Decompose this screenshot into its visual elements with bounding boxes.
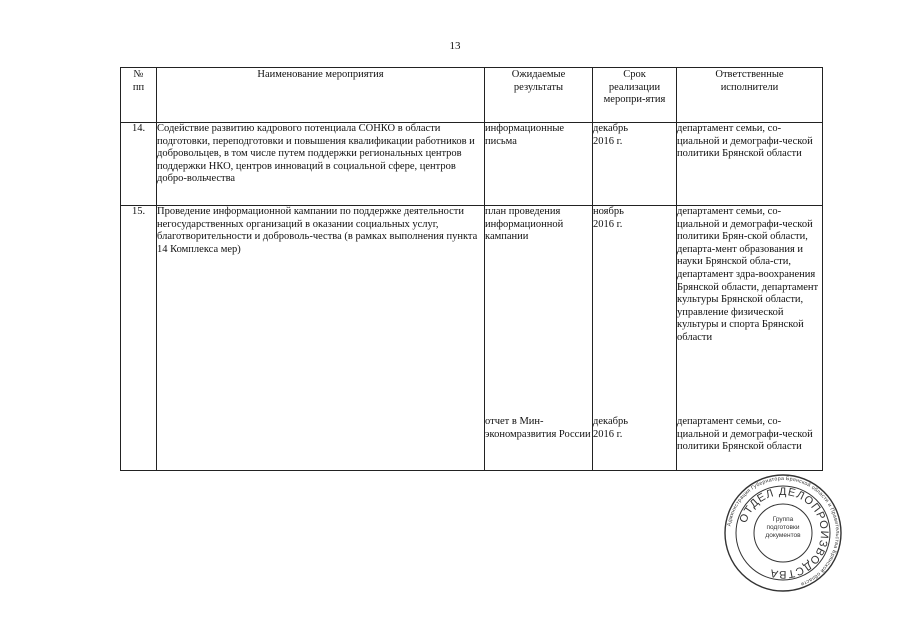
responsible-executors: департамент семьи, со-циальной и демографи-ческой политики Брянской области — [677, 123, 823, 206]
header-results: Ожидаемые результаты — [485, 68, 593, 123]
header-term: Срок реализации меропри-ятия — [593, 68, 677, 123]
responsible-executors — [677, 206, 823, 471]
table-header-row — [121, 68, 823, 123]
event-name: Содействие развитию кадрового потенциала СОНКО в области подготовки, переподготовки и повышения квалификации работников и добровольцев, в том числе путем поддержки региональных центров поддержки НКО, центров инноваций в социальной сфере, центров добро-вольчества — [157, 123, 485, 206]
term-report: декабрь 2016 г. — [593, 416, 628, 440]
responsible-plan: департамент семьи, со-циальной и демографи-ческой политики Брян-ской области, департа-мент образования и науки Брянской обла-сти, департамент здра-воохранения Брянской области, департамент культуры Брянской области, управление физической культуры и спорта Брянской области — [677, 206, 819, 343]
stamp-outer-text: Администрация Губернатора Брянской области и Правительства Брянской области — [726, 475, 841, 587]
event-name: Проведение информационной кампании по поддержке деятельности негосударственных организаций в оказании социальных услуг, благотворительности и доброволь-чества (в рамках выполнения пункта 14 Комплекса мер) — [157, 206, 485, 471]
result-plan: план проведения информационной кампании — [485, 206, 564, 243]
implementation-term — [593, 206, 677, 471]
header-name: Наименование мероприятия — [157, 68, 485, 123]
row-number: 15. — [121, 206, 157, 471]
result-report: отчет в Мин-экономразвития России — [485, 416, 591, 440]
expected-results — [485, 206, 593, 471]
term-plan: ноябрь 2016 г. — [593, 206, 624, 230]
table-row — [121, 206, 823, 471]
table-row — [121, 123, 823, 206]
header-num: № пп — [121, 68, 157, 123]
row-number: 14. — [121, 123, 157, 206]
measures-table — [120, 67, 823, 471]
header-responsible: Ответственные исполнители — [677, 68, 823, 123]
expected-results: информационные письма — [485, 123, 593, 206]
official-stamp — [723, 473, 843, 593]
page-number: 13 — [449, 40, 461, 52]
stamp-ring-text: ОТДЕЛ ДЕЛОПРОИЗВОДСТВА — [737, 485, 831, 581]
implementation-term: декабрь 2016 г. — [593, 123, 677, 206]
responsible-report: департамент семьи, со-циальной и демографи-ческой политики Брянской области — [677, 416, 813, 453]
stamp-center-text: Группа подготовки документов — [765, 516, 801, 539]
